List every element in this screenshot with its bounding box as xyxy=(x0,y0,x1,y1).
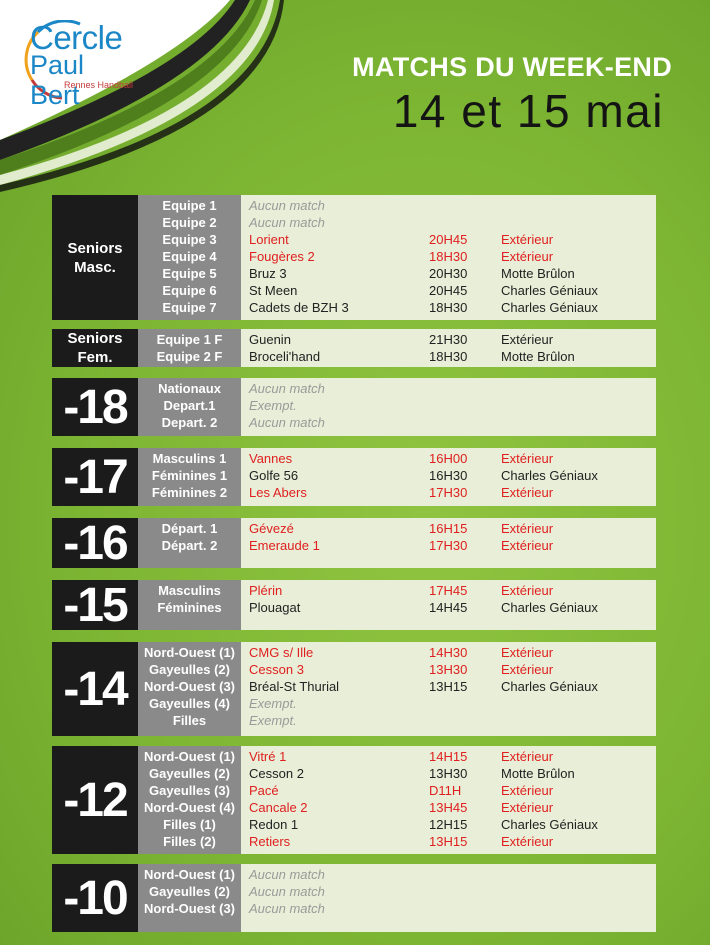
team-column xyxy=(138,864,241,932)
team-column xyxy=(138,580,241,630)
match-row xyxy=(241,467,656,484)
team-name: Equipe 1 F xyxy=(156,332,223,347)
match-venue: Extérieur xyxy=(501,538,554,553)
team-name: Féminines xyxy=(157,600,222,615)
match-venue: Extérieur xyxy=(501,834,554,849)
match-column xyxy=(241,746,656,854)
opponent-name: Aucun match xyxy=(249,215,325,230)
match-row xyxy=(241,661,656,678)
schedule-group xyxy=(52,378,656,436)
match-time: 17H30 xyxy=(429,538,468,553)
match-row xyxy=(241,299,656,316)
match-time: 14H45 xyxy=(429,600,468,615)
opponent-name: Aucun match xyxy=(249,415,325,430)
match-column xyxy=(241,864,656,932)
match-row xyxy=(241,782,656,799)
team-name: Nord-Ouest (1) xyxy=(144,645,235,660)
match-row xyxy=(241,414,656,431)
opponent-name: Cadets de BZH 3 xyxy=(249,300,349,315)
match-column xyxy=(241,378,656,436)
opponent-name: Exempt. xyxy=(249,696,297,711)
opponent-name: Vitré 1 xyxy=(249,749,287,764)
category-label: -15 xyxy=(52,580,138,630)
match-row xyxy=(241,678,656,695)
match-time: 20H45 xyxy=(429,283,468,298)
schedule-group xyxy=(52,864,656,932)
match-time: 18H30 xyxy=(429,300,468,315)
opponent-name: St Meen xyxy=(249,283,298,298)
match-venue: Charles Géniaux xyxy=(501,300,598,315)
team-column xyxy=(138,329,241,367)
match-venue: Charles Géniaux xyxy=(501,283,598,298)
team-name: Masculins 1 xyxy=(152,451,227,466)
opponent-name: Aucun match xyxy=(249,884,325,899)
match-time: 16H00 xyxy=(429,451,468,466)
match-time: 13H30 xyxy=(429,766,468,781)
match-venue: Charles Géniaux xyxy=(501,468,598,483)
opponent-name: Pacé xyxy=(249,783,279,798)
opponent-name: Plérin xyxy=(249,583,283,598)
team-name: Nord-Ouest (3) xyxy=(144,679,235,694)
opponent-name: Golfe 56 xyxy=(249,468,299,483)
match-venue: Charles Géniaux xyxy=(501,679,598,694)
team-name: Equipe 1 xyxy=(162,198,217,213)
opponent-name: Aucun match xyxy=(249,198,325,213)
team-name: Départ. 1 xyxy=(161,521,218,536)
match-row xyxy=(241,748,656,765)
opponent-name: Lorient xyxy=(249,232,289,247)
match-venue: Motte Brûlon xyxy=(501,349,575,364)
opponent-name: Gévezé xyxy=(249,521,294,536)
team-name: Filles (1) xyxy=(163,817,216,832)
match-time: 12H15 xyxy=(429,817,468,832)
opponent-name: Cancale 2 xyxy=(249,800,308,815)
match-time: D11H xyxy=(429,783,462,798)
team-name: Depart.1 xyxy=(163,398,216,413)
match-column xyxy=(241,329,656,367)
match-row xyxy=(241,231,656,248)
team-column xyxy=(138,195,241,320)
opponent-name: Emeraude 1 xyxy=(249,538,320,553)
opponent-name: Aucun match xyxy=(249,867,325,882)
match-time: 17H45 xyxy=(429,583,468,598)
match-time: 21H30 xyxy=(429,332,468,347)
opponent-name: Aucun match xyxy=(249,901,325,916)
match-row xyxy=(241,331,656,348)
schedule-group xyxy=(52,518,656,568)
team-name: Féminines 1 xyxy=(151,468,228,483)
match-row xyxy=(241,599,656,616)
opponent-name: Bruz 3 xyxy=(249,266,287,281)
team-name: Gayeulles (2) xyxy=(149,662,230,677)
match-time: 13H30 xyxy=(429,662,468,677)
match-time: 20H45 xyxy=(429,232,468,247)
match-venue: Extérieur xyxy=(501,249,554,264)
team-column xyxy=(138,642,241,736)
match-column xyxy=(241,580,656,630)
match-venue: Extérieur xyxy=(501,521,554,536)
match-venue: Extérieur xyxy=(501,485,554,500)
match-venue: Extérieur xyxy=(501,232,554,247)
category-label: -17 xyxy=(52,448,138,506)
match-row xyxy=(241,900,656,917)
match-venue: Charles Géniaux xyxy=(501,600,598,615)
team-name: Equipe 5 xyxy=(162,266,217,281)
match-row xyxy=(241,816,656,833)
match-venue: Extérieur xyxy=(501,332,554,347)
opponent-name: Broceli'hand xyxy=(249,349,321,364)
team-name: Féminines 2 xyxy=(151,485,228,500)
match-time: 14H30 xyxy=(429,645,468,660)
match-row xyxy=(241,450,656,467)
category-label: -10 xyxy=(52,864,138,932)
match-column xyxy=(241,642,656,736)
team-column xyxy=(138,518,241,568)
match-venue: Extérieur xyxy=(501,749,554,764)
opponent-name: Cesson 2 xyxy=(249,766,304,781)
opponent-name: Vannes xyxy=(249,451,293,466)
opponent-name: Bréal-St Thurial xyxy=(249,679,340,694)
opponent-name: Aucun match xyxy=(249,381,325,396)
team-name: Nord-Ouest (3) xyxy=(144,901,235,916)
match-row xyxy=(241,397,656,414)
match-venue: Extérieur xyxy=(501,800,554,815)
match-row xyxy=(241,765,656,782)
match-time: 13H45 xyxy=(429,800,468,815)
opponent-name: Cesson 3 xyxy=(249,662,304,677)
match-time: 17H30 xyxy=(429,485,468,500)
match-time: 16H15 xyxy=(429,521,468,536)
match-venue: Extérieur xyxy=(501,783,554,798)
schedule-group xyxy=(52,746,656,854)
team-name: Gayeulles (3) xyxy=(149,783,230,798)
match-venue: Charles Géniaux xyxy=(501,817,598,832)
schedule-group xyxy=(52,329,656,367)
opponent-name: Exempt. xyxy=(249,713,297,728)
match-row xyxy=(241,799,656,816)
opponent-name: Guenin xyxy=(249,332,291,347)
match-time: 16H30 xyxy=(429,468,468,483)
match-row xyxy=(241,520,656,537)
opponent-name: CMG s/ Ille xyxy=(249,645,314,660)
team-name: Filles (2) xyxy=(163,834,216,849)
team-name: Gayeulles (2) xyxy=(149,766,230,781)
match-column xyxy=(241,518,656,568)
category-label: -14 xyxy=(52,642,138,736)
match-row xyxy=(241,883,656,900)
match-row xyxy=(241,695,656,712)
match-row xyxy=(241,537,656,554)
logo-text-paul-bert: Paul Bert xyxy=(30,50,85,110)
schedule-group xyxy=(52,642,656,736)
match-venue: Motte Brûlon xyxy=(501,266,575,281)
schedule-group xyxy=(52,448,656,506)
team-name: Nord-Ouest (1) xyxy=(144,867,235,882)
match-row xyxy=(241,348,656,365)
opponent-name: Les Abers xyxy=(249,485,307,500)
match-row xyxy=(241,248,656,265)
team-column xyxy=(138,378,241,436)
team-column xyxy=(138,448,241,506)
match-row xyxy=(241,582,656,599)
team-name: Equipe 3 xyxy=(162,232,217,247)
schedule-group xyxy=(52,195,656,320)
match-row xyxy=(241,197,656,214)
team-name: Nord-Ouest (4) xyxy=(144,800,235,815)
category-label: Seniors Masc. xyxy=(52,195,138,320)
match-venue: Extérieur xyxy=(501,583,554,598)
team-name: Gayeulles (2) xyxy=(149,884,230,899)
team-name: Equipe 2 F xyxy=(156,349,223,364)
opponent-name: Redon 1 xyxy=(249,817,299,832)
team-name: Nord-Ouest (1) xyxy=(144,749,235,764)
match-row xyxy=(241,265,656,282)
schedule-group xyxy=(52,580,656,630)
page-title: MATCHS DU WEEK-END xyxy=(352,52,672,82)
match-time: 13H15 xyxy=(429,679,468,694)
category-label: -16 xyxy=(52,518,138,568)
team-name: Masculins xyxy=(158,583,221,598)
match-column xyxy=(241,448,656,506)
logo-text-rennes-handball: Rennes Handball xyxy=(64,80,134,90)
team-name: Nationaux xyxy=(158,381,221,396)
match-row xyxy=(241,380,656,397)
match-time: 20H30 xyxy=(429,266,468,281)
team-name: Filles xyxy=(172,713,207,728)
match-venue: Extérieur xyxy=(501,645,554,660)
category-label: -12 xyxy=(52,746,138,854)
match-time: 14H15 xyxy=(429,749,468,764)
opponent-name: Retiers xyxy=(249,834,291,849)
match-row xyxy=(241,866,656,883)
team-name: Equipe 6 xyxy=(162,283,217,298)
team-name: Equipe 7 xyxy=(162,300,217,315)
match-time: 18H30 xyxy=(429,249,468,264)
match-row xyxy=(241,644,656,661)
team-name: Gayeulles (4) xyxy=(149,696,230,711)
match-row xyxy=(241,282,656,299)
match-row xyxy=(241,484,656,501)
team-name: Depart. 2 xyxy=(161,415,218,430)
category-label: -18 xyxy=(52,378,138,436)
team-column xyxy=(138,746,241,854)
match-venue: Extérieur xyxy=(501,662,554,677)
match-venue: Extérieur xyxy=(501,451,554,466)
team-name: Equipe 2 xyxy=(162,215,217,230)
match-row xyxy=(241,833,656,850)
match-time: 13H15 xyxy=(429,834,468,849)
logo-text-cercle: Cercle xyxy=(30,19,123,56)
match-row xyxy=(241,712,656,729)
match-row xyxy=(241,214,656,231)
category-label: Seniors Fem. xyxy=(52,329,138,367)
opponent-name: Fougères 2 xyxy=(249,249,315,264)
team-name: Equipe 4 xyxy=(162,249,217,264)
opponent-name: Exempt. xyxy=(249,398,297,413)
team-name: Départ. 2 xyxy=(161,538,218,553)
match-time: 18H30 xyxy=(429,349,468,364)
match-column xyxy=(241,195,656,320)
match-venue: Motte Brûlon xyxy=(501,766,575,781)
opponent-name: Plouagat xyxy=(249,600,301,615)
club-logo xyxy=(18,19,138,110)
page-date: 14 et 15 mai xyxy=(392,85,664,137)
